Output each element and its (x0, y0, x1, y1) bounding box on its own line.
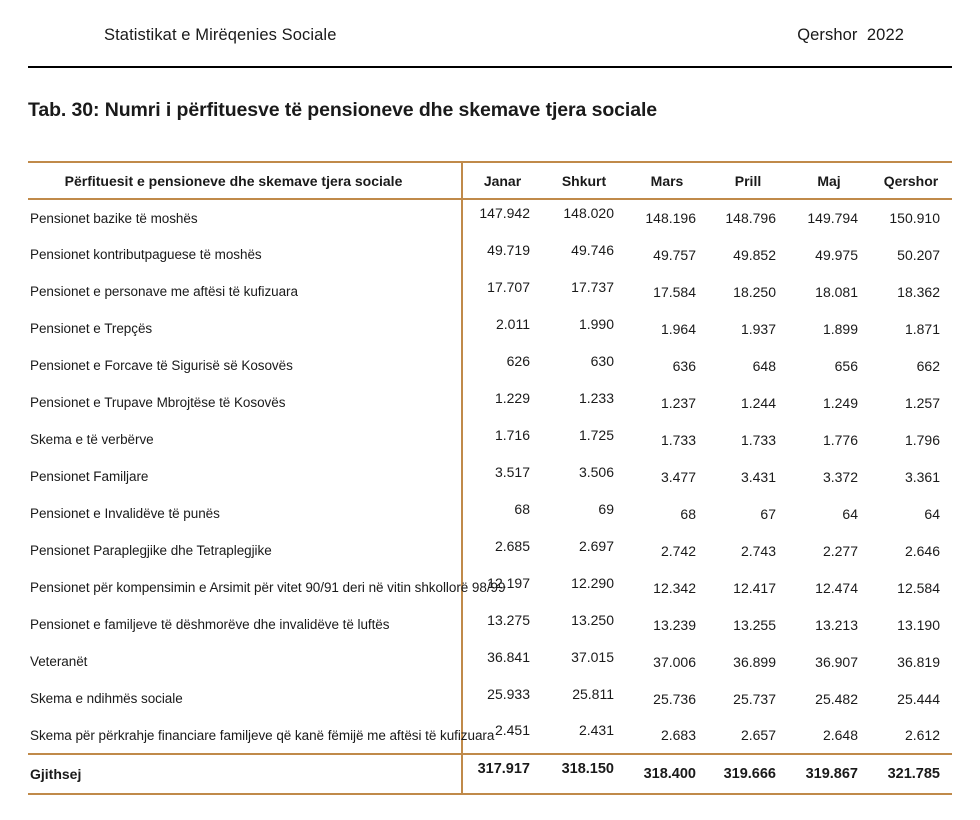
cell-prill: 67 (760, 505, 776, 522)
cell-janar: 25.933 (462, 675, 542, 712)
cell-maj: 25.482 (815, 690, 858, 707)
cell-janar: 1.229 (462, 379, 542, 416)
cell-qershor: 2.612 (904, 727, 940, 743)
row-label: Veteranët (30, 654, 88, 669)
cell-maj: 149.794 (807, 210, 858, 226)
cell-mars: 68 (680, 505, 696, 522)
column-header-category: Përfituesit e pensioneve dhe skemave tjera sociale (28, 162, 462, 199)
table-body (28, 199, 952, 794)
statistics-table-container (28, 161, 952, 795)
cell-janar: 13.275 (462, 601, 542, 638)
row-label: Pensionet e Forcave të Sigurisë së Kosovës (30, 358, 293, 373)
cell-qershor: 36.819 (897, 653, 940, 670)
cell-mars: 636 (672, 357, 696, 374)
cell-prill: 1.244 (740, 394, 776, 411)
cell-janar: 147.942 (462, 194, 542, 231)
total-mars: 318.400 (626, 754, 708, 794)
cell-prill: 25.737 (733, 690, 776, 707)
cell-qershor: 50.207 (897, 246, 940, 263)
cell-maj: 3.372 (822, 468, 858, 485)
cell-mars: 3.477 (660, 468, 696, 485)
cell-shkurt: 12.290 (571, 574, 614, 591)
cell-prill: 2.743 (740, 542, 776, 559)
cell-prill: 1.937 (740, 320, 776, 337)
cell-janar: 1.716 (462, 416, 542, 453)
cell-shkurt: 69 (598, 500, 614, 517)
cell-shkurt: 2.697 (578, 537, 614, 554)
cell-prill: 648 (752, 357, 776, 374)
cell-janar: 2.451 (462, 712, 542, 749)
total-prill: 319.666 (708, 754, 788, 794)
row-label: Pensionet e personave me aftësi të kufizuara (30, 284, 298, 299)
cell-qershor: 3.361 (904, 468, 940, 485)
cell-qershor: 18.362 (897, 283, 940, 300)
row-label: Pensionet e Invalidëve të punës (30, 506, 220, 521)
cell-shkurt: 148.020 (563, 205, 614, 221)
cell-prill: 18.250 (733, 283, 776, 300)
row-label: Skema për përkrahje financiare familjeve që kanë fëmijë me aftësi të kufizuara (30, 727, 495, 743)
cell-maj: 13.213 (815, 616, 858, 633)
cell-mars: 2.683 (660, 727, 696, 743)
cell-shkurt: 25.811 (572, 685, 614, 702)
cell-maj: 49.975 (815, 246, 858, 263)
cell-prill: 13.255 (733, 616, 776, 633)
cell-shkurt: 49.746 (571, 241, 614, 258)
cell-janar: 68 (462, 490, 542, 527)
cell-mars: 2.742 (660, 542, 696, 559)
row-label: Skema e të verbërve (30, 432, 154, 447)
cell-mars: 49.757 (653, 246, 696, 263)
cell-qershor: 150.910 (889, 210, 940, 226)
row-label: Pensionet e Trupave Mbrojtëse të Kosovës (30, 395, 286, 410)
cell-qershor: 662 (916, 357, 940, 374)
row-label: Pensionet për kompensimin e Arsimit për vitet 90/91 deri në vitin shkollorë 98/99 (30, 580, 506, 595)
cell-maj: 2.277 (822, 542, 858, 559)
row-label: Skema e ndihmës sociale (30, 691, 183, 706)
cell-janar: 3.517 (462, 453, 542, 490)
cell-maj: 656 (834, 357, 858, 374)
row-label: Pensionet Paraplegjike dhe Tetraplegjike (30, 543, 272, 558)
cell-mars: 1.733 (660, 431, 696, 448)
cell-shkurt: 1.233 (578, 389, 614, 406)
column-header-qershor: Qershor (870, 162, 952, 199)
cell-shkurt: 3.506 (578, 463, 614, 480)
total-maj: 319.867 (788, 754, 870, 794)
cell-janar: 12.197 (462, 564, 542, 601)
cell-janar: 17.707 (462, 268, 542, 305)
cell-shkurt: 630 (590, 352, 614, 369)
cell-qershor: 1.796 (904, 431, 940, 448)
cell-janar: 36.841 (462, 638, 542, 675)
cell-shkurt: 37.015 (571, 648, 614, 665)
total-shkurt: 318.150 (542, 749, 626, 789)
cell-mars: 148.196 (645, 210, 696, 226)
cell-mars: 17.584 (653, 283, 696, 300)
cell-janar: 626 (462, 342, 542, 379)
row-label: Pensionet Familjare (30, 469, 149, 484)
cell-maj: 2.648 (822, 727, 858, 743)
table-caption: Tab. 30: Numri i përfituesve të pensioneve dhe skemave tjera sociale (28, 99, 658, 121)
cell-maj: 18.081 (815, 283, 858, 300)
cell-maj: 1.899 (822, 320, 858, 337)
cell-janar: 2.685 (462, 527, 542, 564)
row-label: Pensionet e familjeve të dëshmorëve dhe invalidëve të luftës (30, 617, 390, 632)
cell-shkurt: 13.250 (571, 611, 614, 628)
cell-shkurt: 1.725 (578, 426, 614, 443)
cell-qershor: 25.444 (897, 690, 940, 707)
running-head (28, 26, 952, 60)
cell-qershor: 2.646 (904, 542, 940, 559)
row-label: Pensionet e Trepçës (30, 321, 153, 336)
running-head-period: Qershor 2022 (797, 26, 904, 44)
cell-prill: 3.431 (740, 468, 776, 485)
column-header-maj: Maj (788, 162, 870, 199)
cell-qershor: 12.584 (897, 579, 940, 596)
cell-qershor: 13.190 (897, 616, 940, 633)
cell-prill: 1.733 (740, 431, 776, 448)
column-header-mars: Mars (626, 162, 708, 199)
cell-mars: 1.237 (660, 394, 696, 411)
statistics-table (28, 161, 952, 795)
row-label: Pensionet bazike të moshës (30, 210, 198, 226)
header-divider-rule (28, 66, 952, 68)
cell-shkurt: 17.737 (571, 278, 614, 295)
cell-mars: 1.964 (660, 320, 696, 337)
cell-maj: 12.474 (815, 579, 858, 596)
total-qershor: 321.785 (870, 754, 952, 794)
cell-prill: 2.657 (740, 727, 776, 743)
total-row-label: Gjithsej (28, 754, 462, 794)
cell-mars: 13.239 (653, 616, 696, 633)
row-label: Pensionet kontributpaguese të moshës (30, 247, 262, 262)
cell-maj: 1.249 (822, 394, 858, 411)
table-total-row (28, 754, 952, 794)
cell-maj: 64 (842, 505, 858, 522)
running-head-title: Statistikat e Mirëqenies Sociale (104, 26, 337, 44)
cell-mars: 25.736 (653, 690, 696, 707)
cell-prill: 49.852 (733, 246, 776, 263)
cell-maj: 36.907 (815, 653, 858, 670)
column-header-shkurt: Shkurt (542, 162, 626, 199)
cell-qershor: 1.871 (904, 320, 940, 337)
column-header-janar: Janar (462, 162, 542, 199)
cell-mars: 12.342 (653, 579, 696, 596)
cell-prill: 12.417 (733, 579, 776, 596)
cell-qershor: 64 (924, 505, 940, 522)
cell-janar: 2.011 (462, 305, 542, 342)
cell-qershor: 1.257 (904, 394, 940, 411)
cell-maj: 1.776 (822, 431, 858, 448)
cell-mars: 37.006 (653, 653, 696, 670)
total-janar: 317.917 (462, 749, 542, 789)
cell-shkurt: 2.431 (578, 722, 614, 738)
cell-janar: 49.719 (462, 231, 542, 268)
cell-shkurt: 1.990 (578, 315, 614, 332)
column-header-prill: Prill (708, 162, 788, 199)
cell-prill: 36.899 (733, 653, 776, 670)
cell-prill: 148.796 (725, 210, 776, 226)
